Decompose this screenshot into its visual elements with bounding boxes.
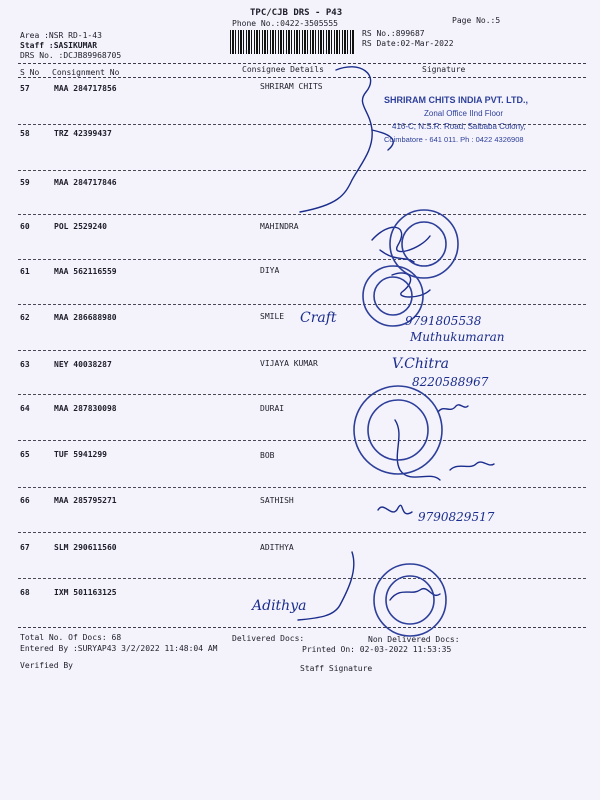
sno: 61 xyxy=(20,267,30,276)
consignment-no: IXM 501163125 xyxy=(54,588,117,597)
consignment-no: POL 2529240 xyxy=(54,222,107,231)
consignment-no: MAA 285795271 xyxy=(54,496,117,505)
page-number: Page No.:5 xyxy=(452,16,501,25)
non-delivered-docs: Non Delivered Docs: xyxy=(368,635,460,644)
area-label: Area :NSR RD-1-43 xyxy=(20,31,102,40)
verified-by: Verified By xyxy=(20,661,73,670)
consignee-name: VIJAYA KUMAR xyxy=(260,359,318,368)
consignee-name: SATHISH xyxy=(260,496,294,505)
col-sno: S No xyxy=(20,68,40,77)
consignee-name: SHRIRAM CHITS xyxy=(260,82,323,91)
sno: 67 xyxy=(20,543,30,552)
sno: 66 xyxy=(20,496,30,505)
staff-signature: Staff Signature xyxy=(300,664,373,673)
round-stamp-60 xyxy=(390,210,458,278)
handwritten-phone-63: 8220588967 xyxy=(412,375,489,389)
staff-label: Staff :SASIKUMAR xyxy=(20,41,98,50)
handwritten-note-62: Craft xyxy=(300,310,337,326)
signature-57-stroke xyxy=(300,67,372,212)
consignment-no: MAA 284717856 xyxy=(54,84,117,93)
col-signature: Signature xyxy=(422,65,466,74)
document-title: TPC/CJB DRS - P43 xyxy=(250,8,343,18)
drs-number: DRS No. :DCJB89968705 xyxy=(20,51,122,60)
stamp-line-3: Coimbatore - 641 011. Ph : 0422 4326908 xyxy=(384,135,524,144)
consignee-name: BOB xyxy=(260,451,275,460)
consignee-name: MAHINDRA xyxy=(260,222,299,231)
consignee-name: DIYA xyxy=(260,266,280,275)
sno: 65 xyxy=(20,450,30,459)
sno: 59 xyxy=(20,178,30,187)
col-consignee: Consignee Details xyxy=(242,65,324,74)
consignee-name: DURAI xyxy=(260,404,285,413)
handwritten-phone-66: 9790829517 xyxy=(418,510,495,524)
rs-date: RS Date:02-Mar-2022 xyxy=(362,39,454,48)
handwritten-sign-68: Adithya xyxy=(252,598,307,614)
consignment-no: MAA 287830098 xyxy=(54,404,117,413)
col-consignment: Consignment No xyxy=(52,68,120,77)
handwritten-phone-62: 9791805538 xyxy=(405,314,482,328)
sno: 63 xyxy=(20,360,30,369)
sno: 60 xyxy=(20,222,30,231)
total-docs: Total No. Of Docs: 68 xyxy=(20,633,122,642)
consignment-no: NEY 40038287 xyxy=(54,360,112,369)
stamp-company-name: SHRIRAM CHITS INDIA PVT. LTD., xyxy=(384,95,528,105)
handwritten-sign-63: V.Chitra xyxy=(392,356,449,372)
consignment-no: TUF 5941299 xyxy=(54,450,107,459)
delivered-docs: Delivered Docs: xyxy=(232,634,305,643)
consignment-no: MAA 286688980 xyxy=(54,313,117,322)
handwritten-name-62: Muthukumaran xyxy=(410,330,505,344)
consignment-no: MAA 562116559 xyxy=(54,267,117,276)
round-stamp-68 xyxy=(374,564,446,636)
consignment-no: TRZ 42399437 xyxy=(54,129,112,138)
stamp-line-1: Zonal Office IInd Floor xyxy=(424,109,503,118)
sno: 68 xyxy=(20,588,30,597)
entered-by: Entered By :SURYAP43 3/2/2022 11:48:04 AM xyxy=(20,644,218,653)
rs-number: RS No.:899687 xyxy=(362,29,425,38)
sno: 62 xyxy=(20,313,30,322)
consignment-no: MAA 284717846 xyxy=(54,178,117,187)
consignee-name: ADITHYA xyxy=(260,543,294,552)
consignment-no: SLM 290611560 xyxy=(54,543,117,552)
sno: 58 xyxy=(20,129,30,138)
stamp-line-2: 416-C, N.S.R. Road, Saibaba Colony, xyxy=(392,122,526,131)
sno: 57 xyxy=(20,84,30,93)
printed-on: Printed On: 02-03-2022 11:53:35 xyxy=(302,645,452,654)
phone-number: Phone No.:0422-3505555 xyxy=(232,19,338,28)
sno: 64 xyxy=(20,404,30,413)
consignee-name: SMILE xyxy=(260,312,285,321)
